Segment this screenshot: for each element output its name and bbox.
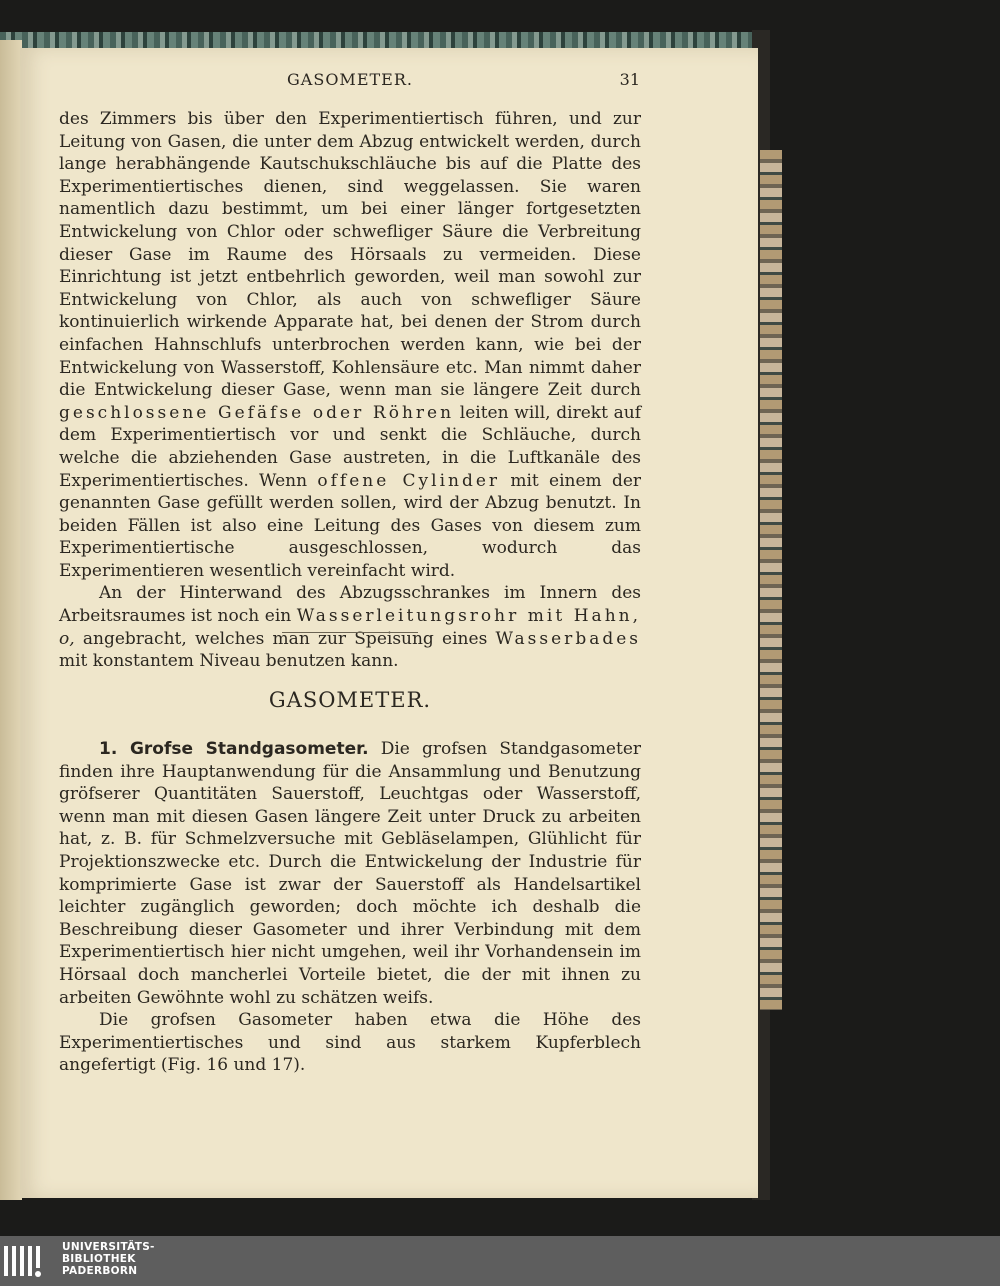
running-head — [60, 70, 640, 92]
library-name: UNIVERSITÄTS- BIBLIOTHEK PADERBORN — [62, 1241, 155, 1277]
facing-page-edge — [0, 40, 22, 1200]
running-head-title: GASOMETER. — [287, 70, 413, 89]
spaced-emphasis: Wasserbades — [495, 628, 641, 649]
sub-heading: 1. Grofse Standgasometer. — [99, 739, 369, 759]
paragraph-3: 1. Grofse Standgasometer. Die grofsen Standgasometer finden ihre Hauptanwendung für die Ansammlung und Benutzung gröfserer Quantitäten Sauerstoff, Leuchtgas oder Wasserstoff, wenn man mit diesen Gasen längere Zeit unter Druck zu arbeiten hat, z. B. für Schmelzversuche mit Gebläselampen, Glühlicht für Projektionszwecke etc. Durch die Entwickelung der Industrie für komprimierte Gase ist zwar der Sauerstoff als Handelsartikel leichter zugänglich geworden; doch möchte ich deshalb die Beschreibung dieser Gasometer und ihrer Verbindung mit dem Experimentiertisch hier nicht umgehen, weil ihr Vorhandensein im Hörsaal doch mancherlei Vorteile bietet, die der mit ihnen zu arbeiten Gewöhnte wohl zu schätzen weifs. — [59, 739, 642, 1008]
spaced-emphasis: offene Cylinder — [317, 470, 501, 491]
paragraph-1: des Zimmers bis über den Experimentiertisch führen, und zur Leitung von Gasen, die unter dem Abzug entwickelt werden, durch lange herabhängende Kautschukschläuche bis auf die Platte des Experimentiertisches dienen, sind weggelassen. Sie waren namentlich dazu bestimmt, um bei einer länger fortgesetzten Entwickelung von Chlor oder schwefliger Säure die Verbreitung dieser Gase im Raume des Hörsaals zu vermeiden. Diese Einrichtung ist jetzt entbehrlich geworden, weil man sowohl zur Entwickelung von Chlor, als auch von schwefliger Säure kontinuierlich wirkende Apparate hat, bei denen der Strom durch einfachen Hahnschlufs unterbrochen werden kann, wie bei der Entwickelung von Wasserstoff, Kohlensäure etc. Man nimmt daher die Entwickelung dieser Gase, wenn man sie längere Zeit durch geschlossene Gefäfse oder Röhren leiten will, direkt auf dem Experimentiertisch vor und senkt die Schläuche, durch welche die abziehenden Gase austreten, in die Luftkanäle des Experimentiertisches. Wenn offene Cylinder mit einem der genannten Gase gefüllt werden sollen, wird der Abzug benutzt. In beiden Fällen ist also eine Leitung des Gases von diesem zum Experimentiertische ausgeschlossen, wodurch das Experimentieren wesentlich vereinfacht wird. — [59, 109, 642, 581]
section-divider — [282, 632, 418, 633]
spaced-emphasis: Wasserleitungsrohr mit Hahn, — [296, 606, 641, 627]
marbled-endpaper — [760, 150, 782, 1010]
paragraph-4: Die grofsen Gasometer haben etwa die Höhe des Experimentiertisches und sind aus starkem Kupferblech angefertigt (Fig. 16 und 17). — [59, 1010, 641, 1076]
spaced-emphasis: geschlossene Gefäfse oder Röhren — [59, 402, 455, 423]
page-number: 31 — [619, 70, 640, 89]
body-text-lower — [59, 738, 641, 1077]
library-logo-icon — [4, 1242, 52, 1280]
library-footer — [0, 1236, 1000, 1286]
section-title: GASOMETER. — [268, 688, 432, 712]
paragraph-2: An der Hinterwand des Abzugsschrankes im Innern des Arbeitsraumes ist noch ein Wasserleitungsrohr mit Hahn, o, angebracht, welches man zur Speisung eines Wasserbades mit konstantem Niveau benutzen kann. — [59, 583, 641, 672]
body-text-upper — [59, 108, 641, 673]
